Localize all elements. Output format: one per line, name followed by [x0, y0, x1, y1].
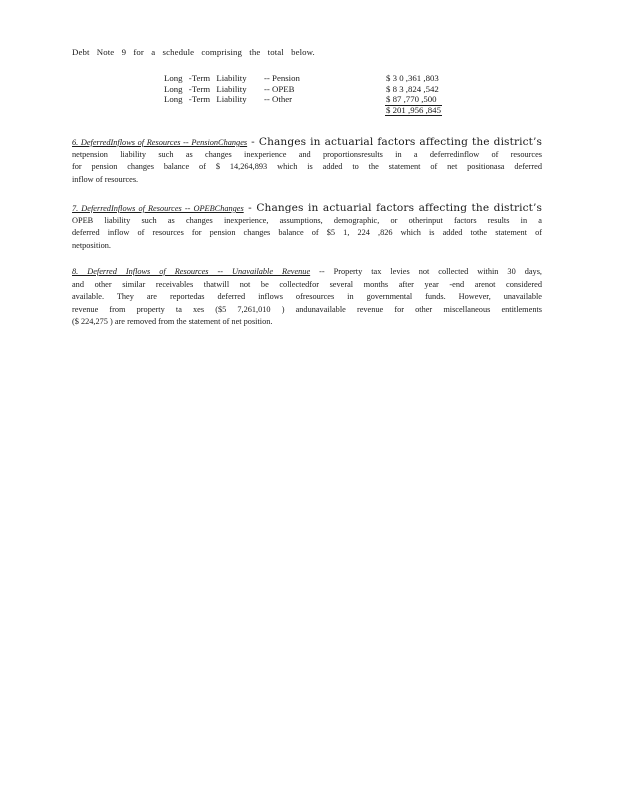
- paragraph-first-line: [72, 136, 542, 149]
- row-label: Long -Term Liability: [164, 83, 247, 94]
- paragraph-lead: -- Property tax levies not collected within 30 days,: [310, 267, 542, 276]
- schedule-row: [164, 84, 454, 95]
- schedule-row: [164, 73, 454, 84]
- row-amount: $ 3 0 ,361 ,803: [386, 73, 439, 83]
- paragraph-lead: - Changes in actuarial factors affecting the district’s: [247, 136, 542, 148]
- row-type: -- Pension: [264, 73, 300, 83]
- paragraph-line: inflow of resources.: [72, 174, 139, 184]
- row-label: Long -Term Liability: [164, 94, 247, 104]
- paragraph-lead: - Changes in actuarial factors affecting the district’s: [243, 202, 542, 214]
- paragraph-heading: 8. Deferred Inflows of Resources -- Unavailable Revenue: [72, 267, 311, 276]
- paragraph-line: netpension liability such as changes inexperience and proportionsresults in a deferredinflow of resources: [72, 149, 542, 159]
- paragraph-line: available. They are reportedas deferred inflows ofresources in governmental funds. However, unavailable: [72, 292, 542, 302]
- paragraph-first-line: [72, 202, 542, 215]
- paragraph-line: and other similar receivables thatwill not be collectedfor several months after year -end arenot considered: [72, 279, 542, 289]
- paragraph-heading: 7. DeferredInflows of Resources -- OPEBChanges: [72, 204, 244, 213]
- row-label: Long -Term Liability: [164, 73, 247, 83]
- row-type: -- Other: [264, 94, 293, 104]
- paragraph-first-line: [72, 266, 542, 279]
- paragraph-deferred-inflows-pension: [72, 136, 542, 186]
- paragraph-line: OPEB liability such as changes inexperience, assumptions, demographic, or otherinput factors results in a: [72, 215, 542, 225]
- paragraph-line: for pension changes balance of $ 14,264,893 which is added to the statement of net positionasa deferred: [72, 162, 542, 172]
- total-amount: $ 201 ,956 ,845: [386, 104, 441, 115]
- row-type: -- OPEB: [264, 83, 295, 94]
- intro-text: Debt Note 9 for a schedule comprising the total below.: [72, 47, 315, 57]
- paragraph-heading: 6. DeferredInflows of Resources -- PensionChanges: [72, 138, 248, 147]
- schedule-total-row: [164, 105, 454, 116]
- row-amount: $ 87 ,770 ,500: [386, 94, 437, 104]
- paragraph-deferred-inflows-unavailable-revenue: [72, 266, 542, 329]
- paragraph-line: revenue from property ta xes ($5 7,261,010 ) andunavailable revenue for other miscellaneous entitlements: [72, 304, 542, 314]
- schedule-row: [164, 94, 454, 105]
- liability-schedule: [164, 73, 454, 115]
- paragraph-line: netposition.: [72, 240, 111, 250]
- paragraph-deferred-inflows-opeb: [72, 202, 542, 252]
- paragraph-line: ($ 224,275 ) are removed from the statement of net position.: [72, 317, 273, 327]
- row-amount: $ 8 3 ,824 ,542: [386, 83, 439, 94]
- paragraph-line: deferred inflow of resources for pension changes balance of $5 1, 224 ,826 which is added tothe statement of: [72, 228, 542, 238]
